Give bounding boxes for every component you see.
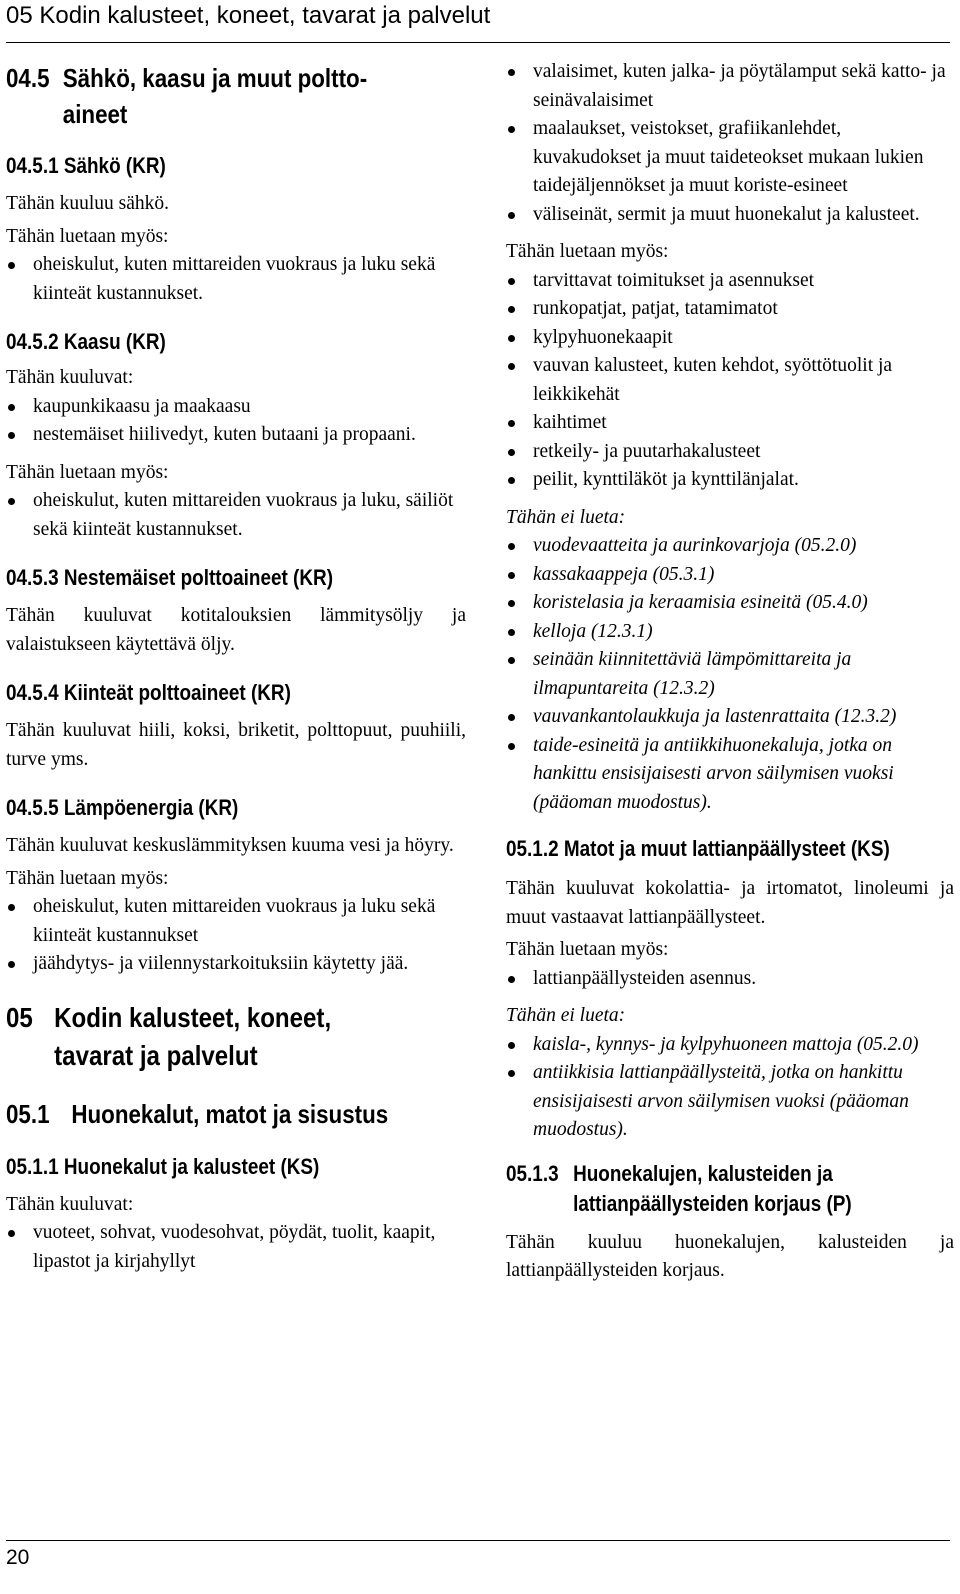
bullet-list — [6, 893, 466, 979]
section-number: 05.1.3 — [506, 1160, 559, 1186]
list-item: nestemäiset hiilivedyt, kuten butaani ja propaani. — [6, 421, 466, 450]
bullet-list — [506, 532, 954, 817]
list-item: kassakaappeja (05.3.1) — [506, 561, 954, 590]
list-item: seinään kiinnitettäviä lämpömittareita ja ilmapuntareita (12.3.2) — [506, 646, 954, 703]
bullet-list — [6, 487, 466, 544]
list-item: runkopatjat, patjat, tatamimatot — [506, 295, 954, 324]
list-item: kaisla-, kynnys- ja kylpyhuoneen mattoja (05.2.0) — [506, 1031, 954, 1060]
list-item: vuodevaatteita ja aurinkovarjoja (05.2.0) — [506, 532, 954, 561]
section-title-line: Huonekalujen, kalusteiden ja — [573, 1160, 833, 1186]
section-title-line: Sähkö, kaasu ja muut poltto- — [62, 63, 368, 93]
list-item: lattianpäällysteiden asennus. — [506, 965, 954, 994]
heading-04-5-1: 04.5.1 Sähkö (KR) — [6, 153, 166, 178]
bullet-list — [506, 965, 954, 994]
list-item: vauvan kalusteet, kuten kehdot, syöttötuolit ja leikkikehät — [506, 352, 954, 409]
paragraph: Tähän kuuluvat kotitalouksien lämmitysöljy ja valaistukseen käytettävä öljy. — [6, 605, 466, 655]
section-title-line: lattianpäällysteiden korjaus (P) — [573, 1190, 852, 1216]
bullet-list — [506, 1031, 954, 1145]
list-item: väliseinät, sermit ja muut huonekalut ja kalusteet. — [506, 201, 954, 230]
bullet-list — [6, 251, 466, 308]
paragraph: Tähän kuuluvat hiili, koksi, briketit, polttopuut, puuhiili, turve yms. — [6, 720, 466, 770]
section-heading-05-1 — [6, 1095, 402, 1133]
chapter-heading-05 — [6, 999, 402, 1075]
label-also: Tähän luetaan myös: — [506, 241, 669, 262]
chapter-title-line: Kodin kalusteet, koneet, — [54, 1001, 332, 1033]
chapter-title — [54, 999, 331, 1075]
list-item: maalaukset, veistokset, grafiikanlehdet, kuvakudokset ja muut taideteokset mukaan lukien taidejäljennökset ja muut koriste-esineet — [506, 115, 954, 201]
paragraph: Tähän kuuluvat kokolattia- ja irtomatot, linoleumi ja muut vastaavat lattianpäällysteet. — [506, 878, 954, 928]
section-title-line: aineet — [62, 99, 128, 129]
label-also: Tähän luetaan myös: — [6, 225, 169, 247]
list-item: oheiskulut, kuten mittareiden vuokraus ja luku sekä kiinteät kustannukset. — [6, 251, 466, 308]
bullet-list — [506, 267, 954, 495]
list-item: kylpyhuonekaapit — [506, 324, 954, 353]
list-item: oheiskulut, kuten mittareiden vuokraus ja luku, säiliöt sekä kiinteät kustannukset. — [6, 487, 466, 544]
section-title — [63, 60, 367, 132]
label-also: Tähän luetaan myös: — [506, 939, 669, 960]
section-number: 05.1 — [6, 1098, 50, 1129]
heading-05-1-3 — [506, 1159, 891, 1219]
running-header-title: 05 Kodin kalusteet, koneet, tavarat ja palvelut — [6, 2, 491, 29]
right-column — [506, 58, 954, 1290]
heading-04-5-5: 04.5.5 Lämpöenergia (KR) — [6, 795, 239, 820]
heading-04-5-4: 04.5.4 Kiinteät polttoaineet (KR) — [6, 680, 291, 705]
heading-05-1-1: 05.1.1 Huonekalut ja kalusteet (KS) — [6, 1153, 320, 1179]
list-item: valaisimet, kuten jalka- ja pöytälamput sekä katto- ja seinävalaisimet — [506, 58, 954, 115]
list-item: peilit, kynttiläköt ja kynttilänjalat. — [506, 466, 954, 495]
section-title: Huonekalut, matot ja sisustus — [71, 1098, 389, 1129]
chapter-number: 05 — [6, 1001, 33, 1033]
label-also: Tähän luetaan myös: — [6, 867, 169, 889]
section-number: 04.5 — [6, 63, 50, 93]
label-excludes: Tähän ei lueta: — [506, 1005, 626, 1026]
list-item: antiikkisia lattianpäällysteitä, jotka on hankittu ensisijaisesti arvon säilymisen vuoksi (pääoman muodostus). — [506, 1059, 954, 1145]
list-item: jäähdytys- ja viilennystarkoituksiin käytetty jää. — [6, 950, 466, 979]
label-includes: Tähän kuuluvat: — [6, 1193, 134, 1215]
list-item: kaupunkikaasu ja maakaasu — [6, 393, 466, 422]
list-item: koristelasia ja keraamisia esineitä (05.4.0) — [506, 589, 954, 618]
label-includes: Tähän kuuluvat: — [6, 367, 134, 388]
section-heading-04-5 — [6, 60, 402, 132]
page-number: 20 — [6, 1546, 30, 1569]
heading-04-5-2: 04.5.2 Kaasu (KR) — [6, 329, 166, 354]
list-item: kaihtimet — [506, 409, 954, 438]
paragraph: Tähän kuuluu sähkö. — [6, 193, 170, 214]
label-also: Tähän luetaan myös: — [6, 461, 169, 483]
left-column — [6, 58, 466, 1285]
list-item: retkeily- ja puutarhakalusteet — [506, 438, 954, 467]
footer-rule — [6, 1540, 950, 1541]
heading-04-5-3: 04.5.3 Nestemäiset polttoaineet (KR) — [6, 565, 334, 590]
list-item: oheiskulut, kuten mittareiden vuokraus ja luku sekä kiinteät kustannukset — [6, 893, 466, 950]
bullet-list — [6, 393, 466, 450]
list-item: vauvankantolaukkuja ja lastenrattaita (12.3.2) — [506, 703, 954, 732]
chapter-title-line: tavarat ja palvelut — [54, 1039, 258, 1071]
section-title — [573, 1159, 852, 1219]
label-excludes: Tähän ei lueta: — [506, 506, 626, 528]
paragraph: Tähän kuuluvat keskuslämmityksen kuuma vesi ja höyry. — [6, 835, 454, 856]
list-item: taide-esineitä ja antiikkihuonekaluja, jotka on hankittu ensisijaisesti arvon säilymisen vuoksi (pääoman muodostus). — [506, 732, 954, 818]
bullet-list — [506, 58, 954, 229]
paragraph: Tähän kuuluu huonekalujen, kalusteiden ja lattianpäällysteiden korjaus. — [506, 1231, 954, 1281]
list-item: kelloja (12.3.1) — [506, 618, 954, 647]
running-header — [6, 0, 950, 43]
list-item: tarvittavat toimitukset ja asennukset — [506, 267, 954, 296]
bullet-list — [6, 1219, 466, 1276]
list-item: vuoteet, sohvat, vuodesohvat, pöydät, tuolit, kaapit, lipastot ja kirjahyllyt — [6, 1219, 466, 1276]
heading-05-1-2: 05.1.2 Matot ja muut lattianpäällysteet (KS) — [506, 836, 890, 861]
